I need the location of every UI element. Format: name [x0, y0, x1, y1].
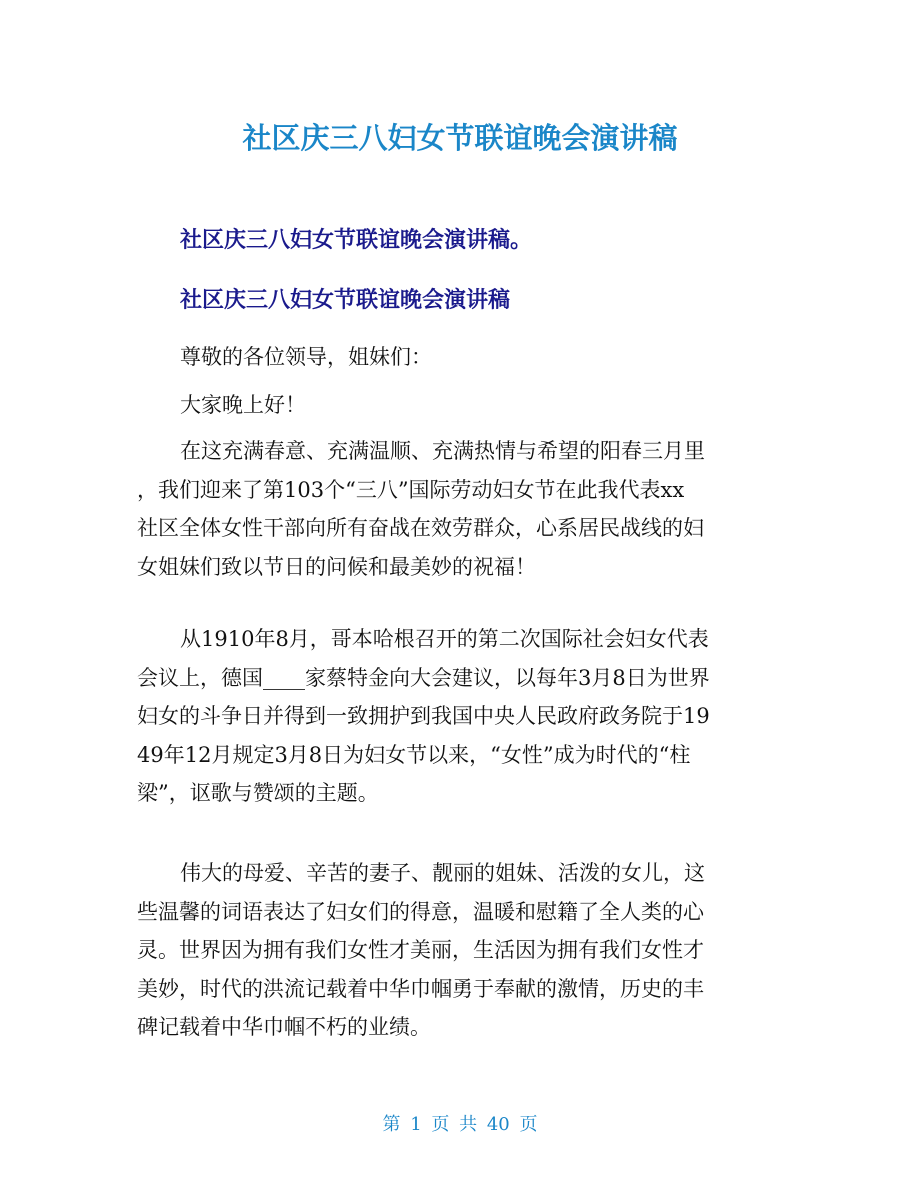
page-number-footer: 第 1 页 共 40 页	[382, 1114, 538, 1135]
paragraph-line: 大家晚上好！	[180, 393, 306, 417]
paragraph-line: 伟大的母爱、辛苦的妻子、靓丽的姐妹、活泼的女儿，这	[180, 861, 705, 885]
paragraph-line: 灵。世界因为拥有我们女性才美丽，生活因为拥有我们女性才	[137, 938, 704, 962]
paragraph-line: 梁”，讴歌与赞颂的主题。	[137, 781, 379, 805]
paragraph-greeting	[137, 386, 787, 425]
document-title: 社区庆三八妇女节联谊晚会演讲稿	[242, 121, 678, 155]
subheading-1: 社区庆三八妇女节联谊晚会演讲稿。	[180, 228, 533, 253]
subheading-2: 社区庆三八妇女节联谊晚会演讲稿	[180, 288, 511, 313]
paragraph-line: 会议上，德国____家蔡特金向大会建议，以每年3月8日为世界	[137, 665, 710, 690]
paragraph-line: 美妙，时代的洪流记载着中华巾帼勇于奉献的激情，历史的丰	[137, 976, 704, 1001]
paragraph-salutation	[137, 338, 787, 377]
paragraph-line: 在这充满春意、充满温顺、充满热情与希望的阳春三月里	[180, 439, 705, 463]
paragraph-body-1	[137, 432, 787, 586]
paragraph-line: 妇女的斗争日并得到一致拥护到我国中央人民政府政务院于19	[137, 704, 710, 728]
paragraph-body-2	[137, 620, 787, 813]
paragraph-line: 碑记载着中华巾帼不朽的业绩。	[137, 1015, 431, 1039]
paragraph-line: 些温馨的词语表达了妇女们的得意，温暖和慰籍了全人类的心	[137, 899, 704, 924]
paragraph-line: 49年12月规定3月8日为妇女节以来，“女性”成为时代的“柱	[137, 742, 691, 767]
paragraph-line: ，我们迎来了第103个“三八”国际劳动妇女节在此我代表xx	[137, 477, 685, 502]
paragraph-line: 尊敬的各位领导，姐妹们：	[180, 345, 432, 369]
paragraph-line: 从1910年8月，哥本哈根召开的第二次国际社会妇女代表	[180, 627, 709, 651]
paragraph-line: 女姐妹们致以节日的问候和最美妙的祝福！	[137, 554, 536, 579]
paragraph-body-3	[137, 854, 787, 1047]
paragraph-line: 社区全体女性干部向所有奋战在效劳群众，心系居民战线的妇	[137, 516, 704, 540]
